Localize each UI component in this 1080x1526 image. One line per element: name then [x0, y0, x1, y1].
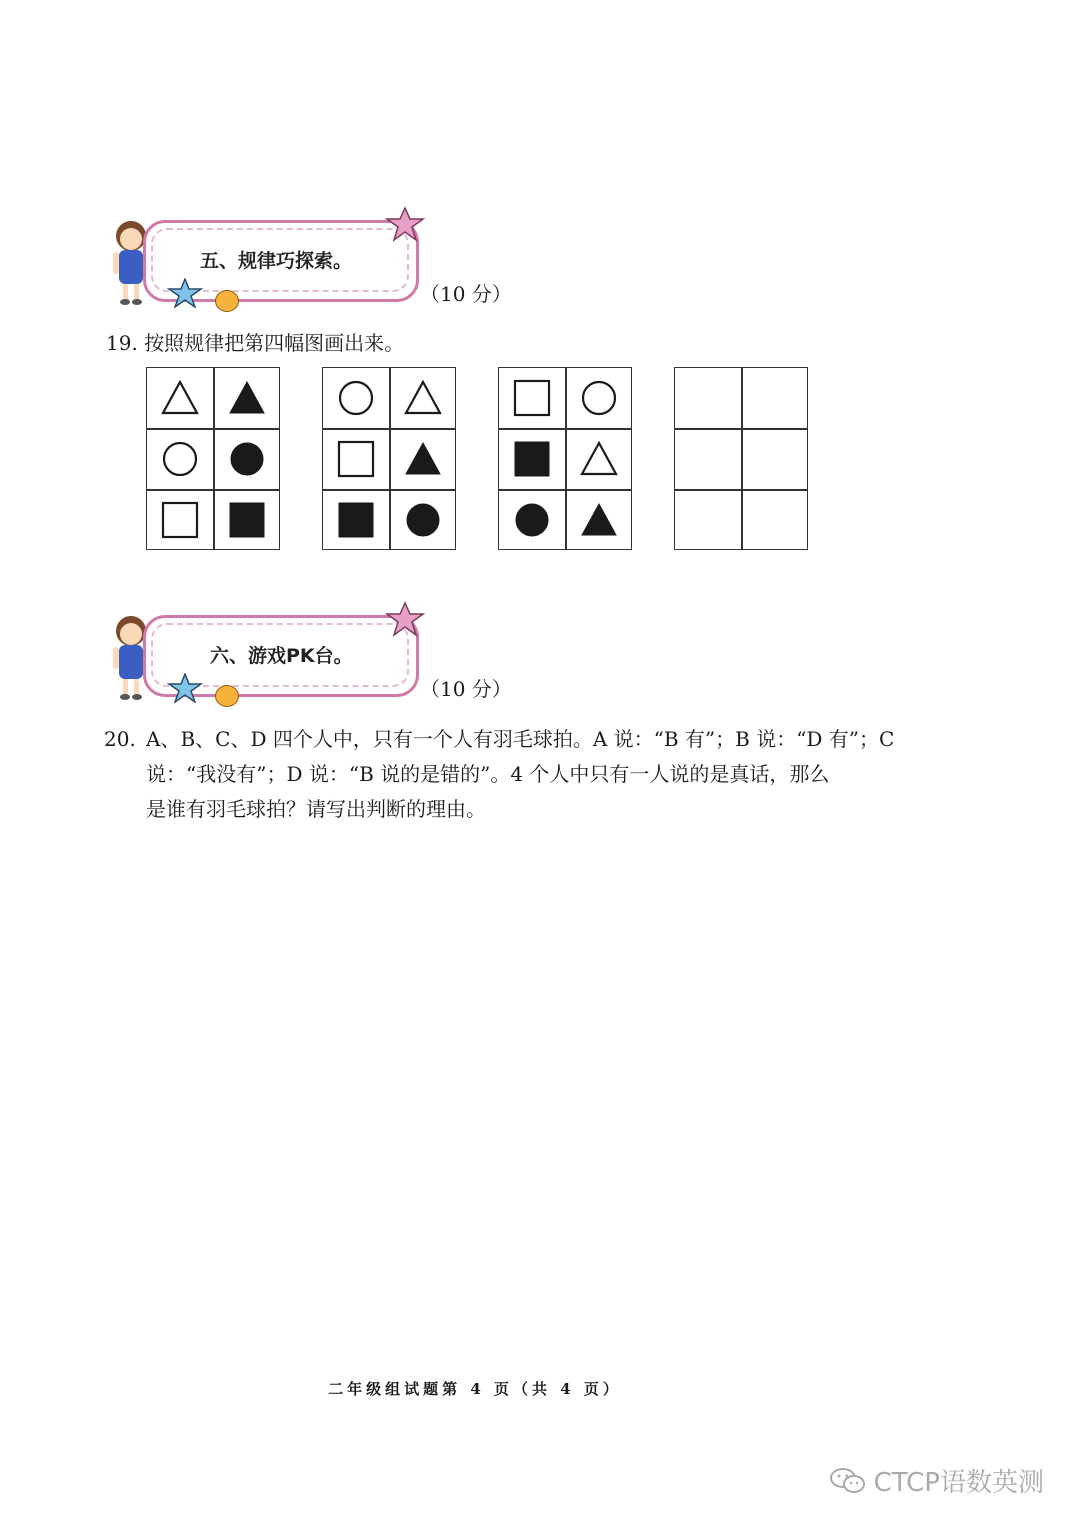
circle-outline-icon	[160, 439, 200, 479]
blue-star-icon	[167, 673, 203, 703]
grid-cell[interactable]	[742, 490, 809, 551]
circle-outline-icon	[336, 378, 376, 418]
page-footer: 二年级组试题第 4 页（共 4 页）	[328, 1380, 622, 1398]
triangle-outline-icon	[160, 378, 200, 418]
pink-star-icon	[385, 206, 425, 242]
grid-cell	[499, 429, 566, 490]
question-20-number: 20.	[104, 727, 136, 751]
grid-cell[interactable]	[675, 429, 742, 490]
grid-cell[interactable]	[675, 490, 742, 551]
triangle-filled-icon	[579, 500, 619, 540]
section-score: （10 分）	[420, 282, 512, 306]
grid-cell[interactable]	[742, 368, 809, 429]
grid-cell	[323, 368, 390, 429]
triangle-filled-icon	[403, 439, 443, 479]
triangle-filled-icon	[227, 378, 267, 418]
triangle-outline-icon	[579, 439, 619, 479]
section-title: 六、游戏PK台。	[210, 645, 353, 667]
section-title: 五、规律巧探索。	[200, 250, 353, 272]
circle-filled-icon	[403, 500, 443, 540]
watermark-text: CTCP语数英测	[873, 1468, 1044, 1498]
question-19-text: 19. 按照规律把第四幅图画出来。	[106, 331, 405, 355]
grid-cell	[499, 368, 566, 429]
wechat-icon	[828, 1466, 868, 1496]
grid-cell	[147, 368, 214, 429]
section-score: （10 分）	[420, 677, 512, 701]
section-banner-5	[105, 210, 425, 310]
blue-star-icon	[167, 278, 203, 308]
circle-filled-icon	[227, 439, 267, 479]
square-filled-icon	[512, 439, 552, 479]
grid-cell	[147, 429, 214, 490]
question-20-line2: 说：“我没有”；D 说：“B 说的是错的”。4 个人中只有一人说的是真话，那么	[146, 762, 830, 786]
square-outline-icon	[512, 378, 552, 418]
grid-cell[interactable]	[742, 429, 809, 490]
grid-cell	[499, 490, 566, 551]
grid-cell	[566, 429, 633, 490]
grid-cell	[214, 368, 281, 429]
grid-cell[interactable]	[675, 368, 742, 429]
grid-cell	[566, 368, 633, 429]
grid-cell	[214, 429, 281, 490]
pattern-grid-2	[322, 367, 456, 550]
pink-star-icon	[385, 601, 425, 637]
question-20-line3: 是谁有羽毛球拍？请写出判断的理由。	[146, 797, 486, 821]
answer-grid[interactable]	[674, 367, 808, 550]
orange-dot-icon	[215, 685, 239, 707]
square-filled-icon	[336, 500, 376, 540]
pattern-grid-3	[498, 367, 632, 550]
grid-cell	[323, 490, 390, 551]
grid-cell	[390, 429, 457, 490]
watermark	[828, 1462, 1044, 1499]
square-outline-icon	[160, 500, 200, 540]
grid-cell	[390, 490, 457, 551]
circle-outline-icon	[579, 378, 619, 418]
grid-cell	[214, 490, 281, 551]
pattern-grid-1	[146, 367, 280, 550]
triangle-outline-icon	[403, 378, 443, 418]
grid-cell	[566, 490, 633, 551]
square-filled-icon	[227, 500, 267, 540]
orange-dot-icon	[215, 290, 239, 312]
grid-cell	[323, 429, 390, 490]
question-20-line1: A、B、C、D 四个人中，只有一个人有羽毛球拍。A 说：“B 有”；B 说：“D 有”；C	[146, 727, 895, 751]
grid-cell	[390, 368, 457, 429]
circle-filled-icon	[512, 500, 552, 540]
section-banner-6	[105, 605, 425, 705]
square-outline-icon	[336, 439, 376, 479]
grid-cell	[147, 490, 214, 551]
